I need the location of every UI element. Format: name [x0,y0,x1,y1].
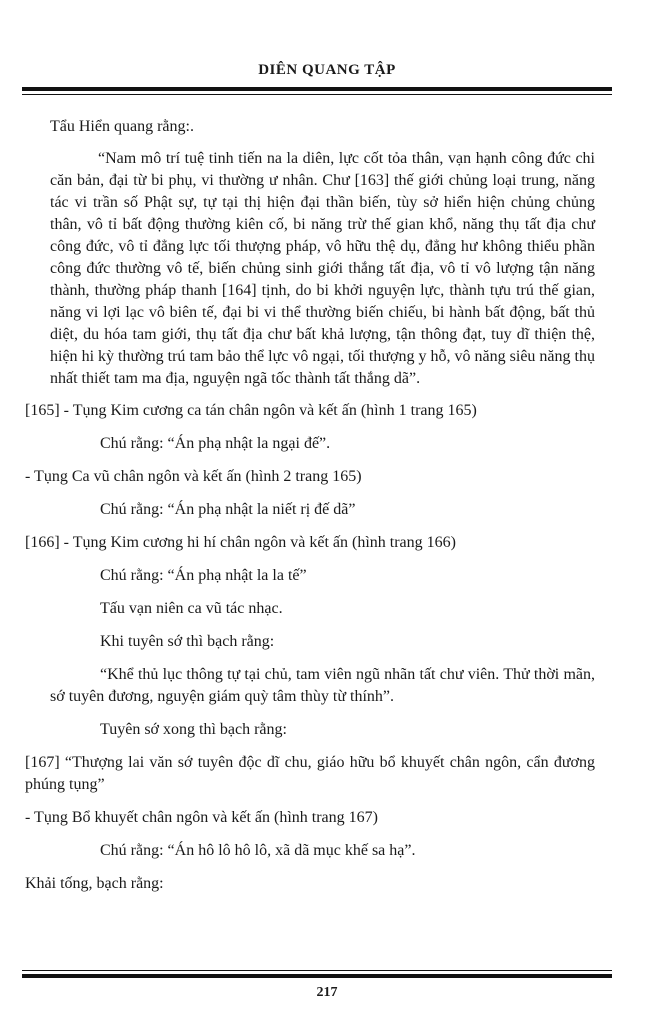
paragraph-proclaim: Khi tuyên sớ thì bạch rằng: [100,633,275,650]
paragraph-ca-vu: - Tụng Ca vũ chân ngôn và kết ấn (hình 2 trang 165) [25,468,362,485]
paragraph-mantra-2: Chú rằng: “Án phạ nhật la niết rị đế dã” [100,501,356,518]
paragraph-mantra-3: Chú rằng: “Án phạ nhật la la tế” [100,567,307,584]
paragraph-section-167: [167] “Thượng lai văn sớ tuyên độc dĩ chu, giáo hữu bổ khuyết chân ngôn, cẩn đương phúng tụng” [25,754,595,793]
page-number: 217 [316,985,338,1000]
paragraph-mantra-4: Chú rằng: “Án hô lô hô lô, xã dã mục khế sa hạ”. [100,842,416,859]
body-text [25,116,595,895]
paragraph-verse: “Khể thủ lục thông tự tại chủ, tam viên ngũ nhãn tất chư viên. Thử thời mãn, sớ tuyên đương, nguyện giám quỳ tâm thùy từ thính”. [50,666,595,705]
paragraph-intro: Tẩu Hiển quang rằng:. [50,118,194,135]
running-header: DIÊN QUANG TẬP [258,62,396,78]
paragraph-music: Tấu vạn niên ca vũ tác nhạc. [100,600,283,617]
header-rule-thin [22,94,612,95]
header-rule-thick [22,87,612,91]
paragraph-section-166: [166] - Tụng Kim cương hi hí chân ngôn và kết ấn (hình trang 166) [25,534,456,551]
paragraph-bo-khuyet: - Tụng Bổ khuyết chân ngôn và kết ấn (hình trang 167) [25,809,378,826]
paragraph-section-165: [165] - Tụng Kim cương ca tán chân ngôn và kết ấn (hình 1 trang 165) [25,402,477,419]
paragraph-mantra-1: Chú rằng: “Án phạ nhật la ngại đế”. [100,435,331,452]
paragraph-closing: Khải tống, bạch rằng: [25,875,164,892]
footer-rule-thick [22,974,612,978]
paragraph-after-proclaim: Tuyên sớ xong thì bạch rằng: [100,721,287,738]
footer-rule-thin [22,970,612,971]
paragraph-invocation: “Nam mô trí tuệ tinh tiến na la diên, lực cốt tỏa thân, vạn hạnh công đức chi căn bản, đại từ bi phụ, vi thường ư nhân. Chư [163] thế giới chủng loại trung, năng tác vi trần số Phật sự, tự tại thị hiện đại thần biến, tùy sở hiển hiện chủng chủng thân, vô tỉ bất động thường kiên cố, bi năng trừ thế gian khổ, năng thụ tất địa chư công đức, vô tỉ đẳng lực tối thượng pháp, vô hữu thệ dụ, đẳng hư không thiểu phần công đức thường vô tế, biến chủng sinh giới thắng tất địa, vô tỉ vô lượng tận năng thành, thường pháp thanh [164] tịnh, do bi khởi nguyện lực, thành tựu trú thế gian, năng vi lợi lạc vô biên tế, đại bi vi thể thường biến chiếu, bi hành bất động, bất thủ diệt, du hóa tam giới, thụ tất địa chư bất khả lượng, tận thông đạt, tuy dĩ thiện thệ, hiện hi kỳ thường trú tam bảo thể lực vô ngại, tối thượng y hỗ, vô năng siêu năng thụ nhất thiết tam ma địa, nguyện ngã tốc thành tất thắng dã”. [50,150,595,387]
